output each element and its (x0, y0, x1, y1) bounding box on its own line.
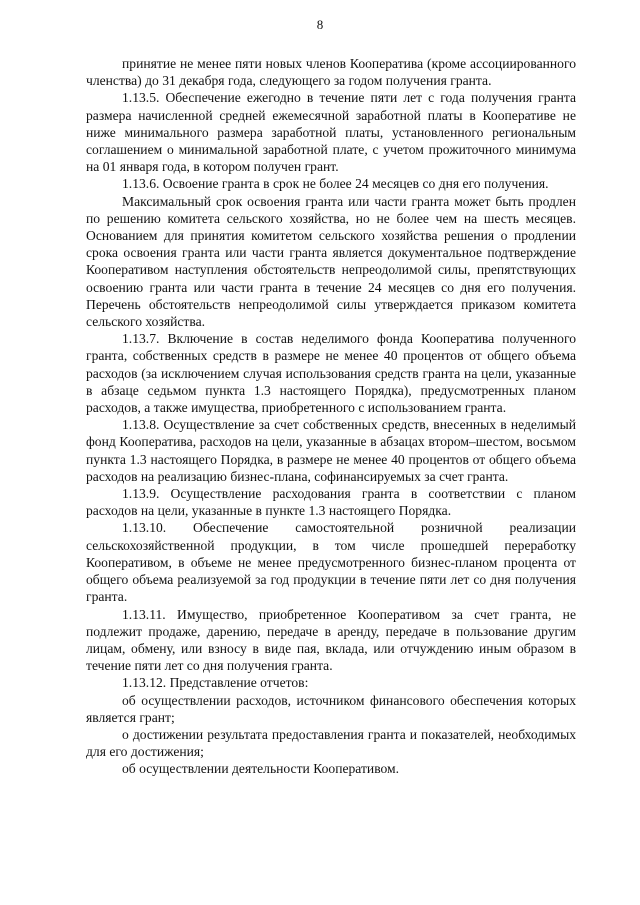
page-number: 8 (316, 17, 324, 32)
paragraph-1-13-6: 1.13.6. Освоение гранта в срок не более 24 месяцев со дня его получения. (122, 176, 549, 192)
paragraph-1-13-5: 1.13.5. Обеспечение ежегодно в течение пяти лет с года получения гранта размера начисленной средней ежемесячной заработной платы в Кооперативе не ниже минимального размера заработной платы, установленного региональным соглашением о минимальной заработной плате, с учетом прожиточного минимума на 01 января года, в котором получен грант. (86, 90, 576, 175)
paragraph-report-expenses: об осуществлении расходов, источником финансового обеспечения которых является грант; (86, 692, 576, 725)
paragraph-grant-extension: Максимальный срок освоения гранта или части гранта может быть продлен по решению комитета сельского хозяйства, но не более чем на шесть месяцев. Основанием для принятия комитетом сельского хозяйства решения о продлении срока освоения гранта или части гранта является документальное подтверждение Кооперативом наступления обстоятельств непреодолимой силы, препятствующих освоению гранта или части гранта в течение 24 месяцев со дня его получения. Перечень обстоятельств непреодолимой силы утверждается приказом комитета сельского хозяйства. (86, 193, 576, 330)
paragraph-1-13-10: 1.13.10. Обеспечение самостоятельной розничной реализации сельскохозяйственной продукции, в том числе прошедшей переработку Кооперативом, в объеме не менее предусмотренного бизнес-планом процента от общего объема реализуемой за год продукции в течение пяти лет со дня получения гранта. (86, 520, 576, 605)
paragraph-continuation: принятие не менее пяти новых членов Кооператива (кроме ассоциированного членства) до 31 декабря года, следующего за годом получения гранта. (86, 56, 576, 89)
paragraph-1-13-9: 1.13.9. Осуществление расходования гранта в соответствии с планом расходов на цели, указанные в пункте 1.3 настоящего Порядка. (86, 486, 576, 519)
paragraph-1-13-8: 1.13.8. Осуществление за счет собственных средств, внесенных в неделимый фонд Кооператива, расходов на цели, указанные в абзацах втором–шестом, восьмом пункта 1.3 настоящего Порядка, в размере не менее 40 процентов от общего объема расходов на реализацию бизнес-плана, софинансируемых за счет гранта. (86, 417, 576, 484)
paragraph-report-activity: об осуществлении деятельности Кооперативом. (122, 761, 400, 777)
paragraph-1-13-11: 1.13.11. Имущество, приобретенное Кооперативом за счет гранта, не подлежит продаже, дарению, передаче в аренду, передаче в пользование другим лицам, обмену, или взносу в виде пая, вклада, или отчуждению иным образом в течение пяти лет со дня получения гранта. (86, 606, 576, 674)
paragraph-1-13-7: 1.13.7. Включение в состав неделимого фонда Кооператива полученного гранта, собственных средств в размере не менее 40 процентов от общего объема расходов (за исключением случая использования средств гранта на цели, указанные в абзаце седьмом пункта 1.3 настоящего Порядка), предусмотренных планом расходов, а также имущества, приобретенного с использованием гранта. (86, 331, 576, 416)
document-body (86, 55, 576, 778)
paragraph-report-results: о достижении результата предоставления гранта и показателей, необходимых для его достижения; (86, 726, 576, 760)
paragraph-1-13-12: 1.13.12. Представление отчетов: (122, 675, 309, 691)
